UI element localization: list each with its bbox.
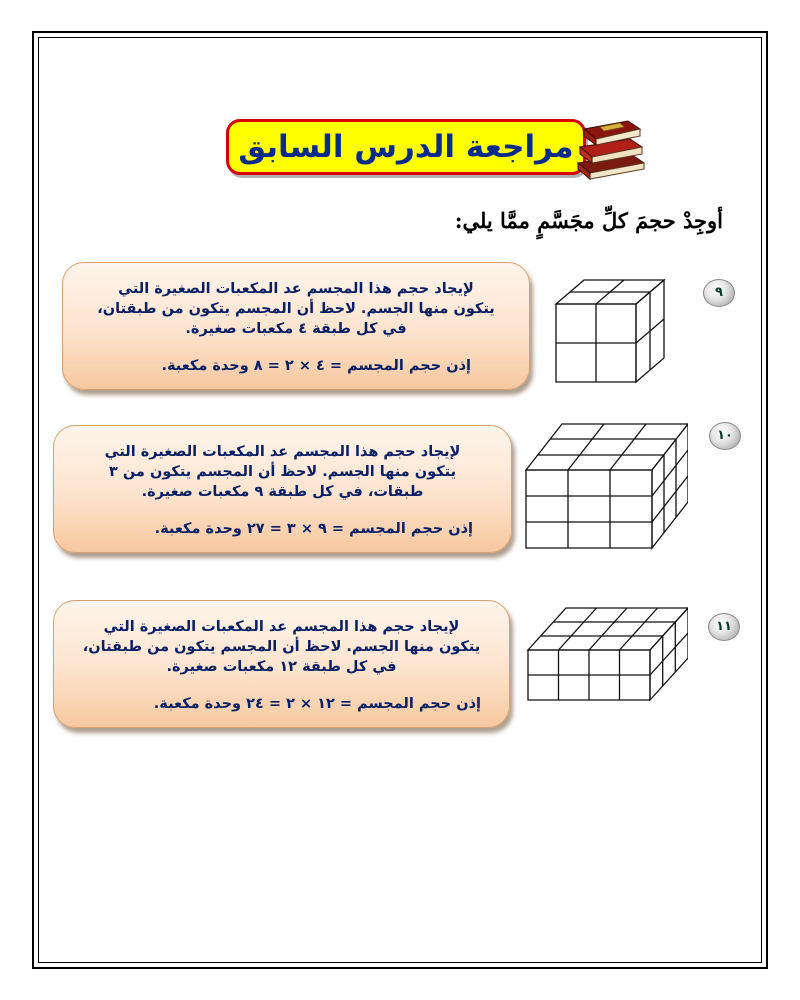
explanation-box-9: [62, 262, 530, 390]
conclusion-10: إذن حجم المجسم = ٩ × ٣ = ٢٧ وحدة مكعبة.: [154, 521, 473, 537]
explanation-line: يتكون منها الجسم. لاحظ أن المجسم يتكون من ٣: [108, 464, 457, 480]
page-title: مراجعة الدرس السابق: [238, 129, 574, 165]
title-banner: [226, 119, 586, 175]
instruction-text: أوجِدْ حجمَ كلِّ مجَسَّمٍ ممَّا يلي:: [454, 208, 723, 233]
explanation-text-10: [64, 442, 501, 502]
exercise-number-11: ١١: [708, 613, 740, 641]
explanation-line: في كل طبقة ٤ مكعبات صغيرة.: [185, 321, 407, 337]
conclusion-9: إذن حجم المجسم = ٤ × ٢ = ٨ وحدة مكعبة.: [161, 358, 471, 374]
cube-figure-11: [524, 604, 688, 704]
explanation-line: طبقات، في كل طبقة ٩ مكعبات صغيرة.: [141, 484, 424, 500]
exercise-number-10: ١٠: [709, 422, 741, 450]
explanation-text-9: [73, 279, 519, 339]
explanation-text-11: [64, 617, 499, 677]
explanation-box-11: [53, 600, 510, 728]
cube-figure-10: [522, 420, 688, 552]
explanation-line: في كل طبقة ١٢ مكعبات صغيرة.: [166, 659, 397, 675]
conclusion-11: إذن حجم المجسم = ١٢ × ٢ = ٢٤ وحدة مكعبة.: [153, 696, 481, 712]
exercise-number-9: ٩: [703, 279, 735, 307]
explanation-line: لإيجاد حجم هذا المجسم عد المكعبات الصغيرة التي: [103, 619, 460, 635]
explanation-line: يتكون منها الجسم. لاحظ أن المجسم يتكون من طبقتان،: [97, 301, 495, 317]
books-icon: [570, 105, 648, 185]
explanation-box-10: [53, 425, 512, 553]
explanation-line: لإيجاد حجم هذا المجسم عد المكعبات الصغيرة التي: [104, 444, 461, 460]
explanation-line: يتكون منها الجسم. لاحظ أن المجسم يتكون من طبقتان،: [82, 639, 481, 655]
explanation-line: لإيجاد حجم هذا المجسم عد المكعبات الصغيرة التي: [118, 281, 474, 297]
cube-figure-9: [552, 276, 670, 388]
